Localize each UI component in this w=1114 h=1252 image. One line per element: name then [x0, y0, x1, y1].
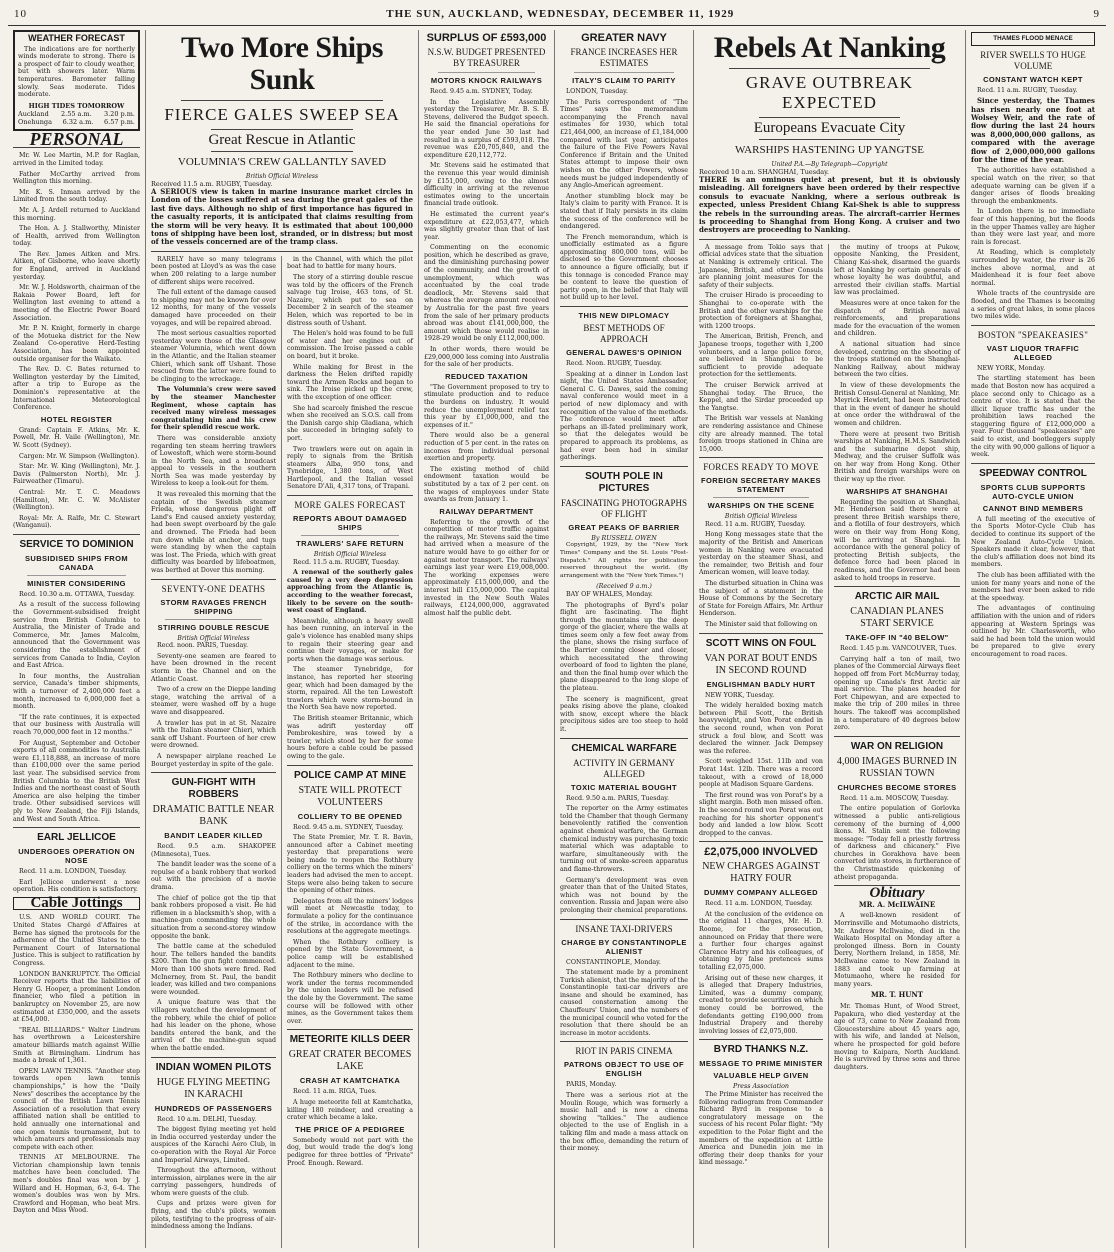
ships-deck2: Great Rescue in Atlantic	[208, 132, 356, 148]
speedway-sub2: CANNOT BIND MEMBERS	[982, 503, 1084, 513]
boston-headline: BOSTON "SPEAKEASIES"	[977, 329, 1089, 340]
obituary-name1: MR. A. McILWAINE	[858, 899, 936, 909]
tides-table	[18, 102, 135, 126]
arctic-dateline: Recd. 1.45 p.m. VANCOUVER, Tues.	[840, 645, 957, 653]
new-diplomacy-sub2: GENERAL DAWES'S OPINION	[566, 348, 682, 358]
seventy-one-sub1: STORM RAVAGES FRENCH SHIPPING	[160, 597, 267, 616]
rebels-deck1: GRAVE OUTBREAK EXPECTED	[745, 73, 914, 112]
jotting-item: TENNIS AT MELBOURNE. The Victorian championship lawn tennis matches have been concluded. The men's doubles final was won by J. Willard and H. Hopman, 6-3, 6-4. The women's doubles was won by Mrs. Crawford and Hopman, who beat Mrs. Dayton and Miss Wood.	[13, 1154, 140, 1215]
tide-row	[18, 110, 135, 118]
thames-dateline: Recd. 11 a.m. RUGBY, Tuesday.	[977, 86, 1078, 94]
column-5	[555, 30, 694, 1248]
south-pole-copyright: Copyright, 1929, by the "New York Times" Company and the St. Louis "Post-Dispatch." All rights for publication reserved throughout the world. (By arrangement with the "New York Times.")	[560, 542, 688, 579]
south-pole-received: (Received 9 a.m.)	[596, 583, 652, 591]
indian-women-sub1: HUGE FLYING MEETING IN KARACHI	[156, 1076, 271, 1100]
scott-dateline: NEW YORK, Tuesday.	[705, 691, 775, 699]
taxi-dateline: CONSTANTINOPLE, Monday.	[566, 958, 661, 966]
police-camp-para: Delegates from all the miners' lodges will meet at Newcastle today, to formulate a policy for the continuance of the strike, in accordance with the resolutions at the aggregate meetings.	[287, 897, 413, 936]
service-dominion-sub2: MINISTER CONSIDERING	[27, 578, 126, 588]
ships-para: RARELY have so many telegrams been posted at Lloyd's as was the case when 200 relating to a large number of different ships were received.	[151, 255, 276, 286]
meteorite-headline: METEORITE KILLS DEER	[289, 1034, 411, 1046]
obituary-title: Obituary	[869, 885, 925, 902]
boston-text: The startling statement has been made that Boston now has acquired a place second only to Chicago as a centre of vice. It is stated that the illicit liquor traffic has under the prohibition laws reached the staggering figure of £12,000,000 a year. Four thousand "speakeasies" are said to exist, and bootleggers supply the city with 90,000 gallons of liquor a week.	[971, 375, 1095, 459]
thames-lead: Since yesterday, the Thames has risen nearly one foot at Wolsey Weir, and the rate of flow during the last 24 hours was 8,000,000,000 gallons, as compared with the average flow of 2,000,000,000 gallons for the time of the year.	[971, 96, 1095, 165]
hatry-sub1: NEW CHARGES AGAINST HATRY FOUR	[702, 861, 820, 885]
pedigree-headline: THE PRICE OF A PEDIGREE	[295, 1124, 405, 1134]
surplus-para: Mr. Stevens said he estimated that the revenue this year would diminish by £151,000, owing to the almost difficulty in arriving at the revenue estimates owing to the uncertain financial trade outlook.	[424, 162, 549, 208]
gunfight-headline: GUN-FIGHT WITH ROBBERS	[171, 777, 256, 801]
south-pole-sub2: GREAT PEAKS OF BARRIER	[568, 522, 680, 532]
greater-navy-headline: GREATER NAVY	[581, 32, 667, 44]
byrd-thanks-sub1: MESSAGE TO PRIME MINISTER	[699, 1059, 823, 1069]
scott-para: The widely heralded boxing match between Phil Scott, the British heavyweight, and Von Porat ended in the second round, when von Porat struck a foul blow, and Scott was declared the winner. Jack Dempsey was the referee.	[699, 702, 823, 755]
gunfight-sub1: DRAMATIC BATTLE NEAR BANK	[152, 804, 275, 828]
rebels-para: The British war vessels at Nanking are rendering assistance and Chinese city are already manned. The total foreign troops stationed in China are 15,000.	[699, 415, 823, 453]
rebels-dateline: Received 10 a.m. SHANGHAI, Tuesday.	[699, 168, 829, 176]
tide-pm: 6.57 p.m.	[104, 117, 135, 126]
personal-item: Mr. K. S. Inman arrived by the Limited from the south today.	[13, 188, 140, 204]
warships-shanghai-headline: WARSHIPS AT SHANGHAI	[846, 486, 948, 496]
hotel-item: Royal: Mr. A. Ralfe, Mr. C. Stewart (Wanganui).	[13, 514, 140, 530]
surplus-para: In the Legislative Assembly yesterday the Treasurer, Mr. B. S. B. Stevens, delivered the Budget speech. He said the financial operations for the year ended June 30 last had resulted in a surplus of £593,018. The revenue was £20,705,840, and the expenditure £20,112,772.	[424, 98, 549, 159]
south-pole-headline: SOUTH POLE IN PICTURES	[585, 470, 663, 494]
speedway-para: The club has been affiliated with the union for many years and none of the members had ever been asked to ride at the speedway.	[971, 572, 1095, 602]
personal-item: Mr. A. J. Ardell returned to Auckland this morning.	[13, 206, 140, 222]
tide-place: Onehunga	[18, 117, 52, 126]
rebels-deck3: WARSHIPS HASTENING UP YANGTSE	[735, 144, 924, 156]
tide-pm: 3.20 p.m.	[103, 109, 135, 118]
byrd-thanks-credit: Press Association	[733, 1083, 789, 1091]
ships-headline-block	[146, 30, 418, 256]
more-gales-para: Meanwhile, although a heavy swell has been running, an interval in the gale's violence has enabled many ships to regain their steering gear and continue their voyages, or make for ports when the damage was serious.	[287, 617, 413, 663]
ships-columns	[146, 256, 418, 1248]
more-gales-sub2: TRAWLERS' SAFE RETURN	[296, 539, 404, 549]
forces-ready-para: The disturbed situation in China was the subject of a statement in the House of Commons by the Secretary of State for Foreign Affairs, Mr. Arthur Henderson.	[699, 580, 823, 618]
tide-row	[18, 118, 135, 126]
columns	[8, 30, 1106, 1248]
personal-item: The Rev. D. C. Bates returned to Wellington yesterday by the Limited, after a trip to Europe as the Dominion's representative at the International Meteorological Conference.	[13, 366, 140, 412]
more-gales-para: The British steamer Britannic, which was adrift yesterday off Pembrokeshire, was towed by a trawler, which stood by her for some hours before a cable could be passed owing to the gale.	[287, 714, 413, 760]
more-gales-headline: MORE GALES FORECAST	[294, 500, 406, 511]
surplus-dateline: Recd. 9.45 a.m. SYDNEY, Today.	[430, 88, 533, 95]
indian-women-headline: INDIAN WOMEN PILOTS	[155, 1061, 272, 1073]
seventy-one-headline: SEVENTY-ONE DEATHS	[161, 583, 266, 594]
seventy-one-sub2: STIRRING DOUBLE RESCUE	[157, 622, 270, 632]
byrd-thanks-text: The Prime Minister has received the following radiogram from Commander Richard Byrd in response to a congratulatory message on the success of his recent Polar flight: "My expedition to the Polar flight and the members of the expedition at Little America and Dunedin join me in offering their deep thanks for your kind message."	[699, 1090, 823, 1167]
taxi-sub: CHARGE BY CONSTANTINOPLE ALIENIST	[561, 937, 687, 956]
seventy-one-para: Two of a crew on the Dieppe landing stage, watching the arrival of a steamer, were washed off by a huge wave and disappeared.	[151, 686, 276, 716]
ships-story-group	[146, 30, 419, 1248]
jellicoe-sub: UNDERGOES OPERATION ON NOSE	[18, 847, 135, 866]
more-gales-para: The steamer Tynebridge, for instance, has reported her steering gear, which had been damaged by the storm, repaired. All the ten Lowestoft trawlers which were storm-bound in the North Sea have now reported.	[287, 666, 413, 712]
new-diplomacy-text: Speaking at a dinner in London last night, the United States Ambassador, General C. G. Dawes, said the coming naval conference would meet in a period of new diplomacy and with recognition of the value of the methods. The conference would meet after perhaps an ill-fated preliminary work, so that the delegates would be prepared to approach its problems, as had ever been had in similar gatherings.	[560, 370, 688, 462]
riot-headline: RIOT IN PARIS CINEMA	[575, 1046, 673, 1057]
surplus-para: He estimated the current year's expenditure at £22,053,477, which was slightly greater than that of last year.	[424, 210, 549, 241]
indian-women-para: Throughout the afternoon, without intermission, airplanes were in the air carrying passengers, hundreds of whom were guests of the club.	[151, 1167, 276, 1197]
thames-headline: THAMES FLOOD MENACE	[971, 32, 1095, 46]
weather-title: WEATHER FORECAST	[28, 33, 125, 43]
ships-para: in the Channel, with which the pilot boat had to battle for many hours.	[287, 255, 413, 271]
rebels-para: The cruiser Berwick arrived at Shanghai today. The Bruce, the Keppel, and the Sirdar proceeded up the Yangtse.	[699, 381, 823, 412]
jotting-item: LONDON BANKRUPTCY. The Official Receiver reports that the liabilities of Henry G. Hooper, a prominent London financier, who filed a petition in bankruptcy on November 25, are now estimated at £350,000, and the assets at £54,000.	[13, 970, 140, 1024]
thames-sub2: CONSTANT WATCH KEPT	[983, 74, 1083, 84]
rebels-headline-block	[694, 30, 965, 244]
personal-item: Mr. P. N. Knight, formerly in charge of the Motueka district for the New Zealand Co-operative Herd-Testing Association, has been appointed outside organiser for the Waikato.	[13, 325, 140, 363]
riot-sub: PATRONS OBJECT TO USE OF ENGLISH	[563, 1060, 685, 1079]
rebels-para: Measures were at once taken for the dispatch of British naval reinforcements, and preparations made for the evacuation of the women and children.	[834, 300, 960, 338]
weather-forecast-box	[13, 30, 140, 131]
hotel-item: Grand: Captain F. Atkins, Mr. K. Powell, Mr. H. Vaile (Wellington), Mr. W. Scott (Sydney).	[13, 426, 140, 449]
seventy-one-para: A newspaper airplane reached Le Bourget yesterday in spite of the gale.	[151, 752, 276, 768]
surplus-subhead: REDUCED TAXATION	[445, 371, 528, 381]
jellicoe-text: Earl Jellicoe underwent a nose operation. His condition is satisfactory.	[13, 878, 140, 894]
ships-headline: Two More Ships Sunk	[181, 31, 383, 96]
police-camp-headline: POLICE CAMP AT MINE	[293, 769, 407, 781]
service-dominion-para: "If the rate continues, it is expected that our business with Australia will reach 70,000,000 feet in 12 months."	[13, 713, 140, 736]
column-4	[419, 30, 555, 1248]
personal-item: Mr. W. Lee Martin, M.P. for Raglan, arrived in the Limited today.	[13, 152, 140, 167]
rebels-lead: THERE is an ominous quiet at present, but it is obviously misleading. All foreigners have been ordered by their respective consuls to evacuate Nanking, where a serious outbreak is expected, unless President Chiang Kai-Shek is able to suppress the rebels in the surrounding areas. The aircraft-carrier Hermes is proceeding to Shanghai from Hong Kong. A cruiser and two destroyers are proceeding to Nanking.	[699, 175, 960, 235]
surplus-para: In other words, there would be £29,000,000 less coming into Australia for the sale of her products.	[424, 346, 549, 369]
gunfight-para: The bandit leader was the scene of a repulse of a bank robbery that worked out with the precision of a movie drama.	[151, 861, 276, 892]
thames-para: The authorities have established a special watch on the river, so that adequate warning can be given if a danger arises of floods breaking through the embankments.	[971, 167, 1095, 205]
page-number-left: 10	[14, 8, 27, 20]
byrd-thanks-headline: BYRD THANKS N.Z.	[713, 1044, 809, 1056]
rebels-para: The cruiser Hirado is proceeding to Shanghai to co-operate with the British and the other warships for the protection of foreigners at Shanghai, with 1200 troops.	[699, 292, 823, 330]
new-diplomacy-sub1: BEST METHODS OF APPROACH	[583, 323, 665, 345]
chemical-headline: CHEMICAL WARFARE	[571, 742, 677, 754]
more-gales-sub1: REPORTS ABOUT DAMAGED SHIPS	[293, 514, 407, 533]
more-gales-dateline: Recd. 11.5 a.m. RUGBY, Tuesday.	[293, 558, 400, 566]
police-camp-para: The Rothbury miners who decline to work under the terms recommended by the union leaders will be refused the dole by the Government. The same course will be followed with other mines, as the Government takes them over.	[287, 972, 413, 1025]
rebels-para: The American, British, French, and Japanese troops, together with 1,200 volunteers, and a large police force, are believed in Shanghai to be sufficient to provide adequate protection for the settlements.	[699, 333, 823, 379]
page-number-right: 9	[1093, 8, 1100, 20]
indian-women-sub2: HUNDREDS OF PASSENGERS	[154, 1103, 273, 1113]
chemical-sub1: ACTIVITY IN GERMANY ALLEGED	[573, 757, 675, 779]
speedway-para: A full meeting of the executive of the Sports Motor-Cycle Club has decided to continue its support of the New Zealand Auto-Cycle Union. Speakers made it clear, however, that the club's affiliation does not bind its members.	[971, 515, 1095, 569]
railway-headline: RAILWAY DEPARTMENT	[439, 506, 534, 516]
greater-navy-sub1: FRANCE INCREASES HER ESTIMATES	[570, 47, 678, 68]
greater-navy-para: Another stumbling block may be Italy's claim to parity with France. It is stated that if Italy persists in its claim the success of the conference will be endangered.	[560, 192, 688, 231]
jellicoe-headline: EARL JELLICOE	[37, 832, 116, 844]
arctic-text: Carrying half a ton of mail, two planes of the Commercial Airways fleet hopped off from Fort McMurray today, opening up Canada's first Arctic air mail service. The planes headed for Fort Chipewyan, and are expected to make the trip of 200 miles in three hours. The takeoff was accomplished in a temperature of 40 degrees below zero.	[834, 655, 960, 732]
surplus-sub1: N.S.W. BUDGET PRESENTED BY TREASURER	[427, 47, 546, 68]
meteorite-sub2: CRASH AT KAMTCHATKA	[299, 1076, 401, 1086]
police-camp-dateline: Recd. 9.45 a.m. SYDNEY, Tuesday.	[293, 823, 404, 831]
chemical-sub2: TOXIC MATERIAL BOUGHT	[571, 782, 677, 792]
ships-deck3: VOLUMNIA'S CREW GALLANTLY SAVED	[177, 156, 387, 168]
jotting-item: "REAL BILLIARDS." Walter Lindrum has overthrown a Leicestershire amateur billiards match against Willie Smith at Birmingham. Lindrum has made a break of 1,361.	[13, 1026, 140, 1065]
seventy-one-para: Seventy-one seamen are feared to have been drowned in the recent storm in the Channel and on the Atlantic Coast.	[151, 652, 276, 683]
service-dominion-headline: SERVICE TO DOMINION	[19, 538, 134, 550]
rebels-para: the mutiny of troops at Pukow, opposite Nanking, the President, Chiang Kai-shek, disarmed the guards left at Nanking by certain generals of whose loyalty he was doubtful, and arrested their civilian staffs. Martial law was proclaimed.	[834, 243, 960, 297]
obituary-text1: A well-known resident of Morrinsville and Motumaoho districts, Mr. Andrew McIlwaine, died in the Waikato Hospital on Monday after a prolonged illness. Born in County Derry, Northern Ireland, in 1858, Mr. McIlwaine came to New Zealand in 1883 and took up farming at Motumaoho, where he resided for many years.	[834, 912, 960, 988]
warships-shanghai-text: Regarding the position at Shanghai, Mr. Henderson said there were at present three British warships there, and a flotilla of four destroyers, which were on their way from Hong Kong, will be arriving at Shanghai. In accordance with the general policy of protecting British subjects, the defence force had been placed in readiness, and the Governor had been asked to hold troops in reserve.	[834, 498, 960, 582]
arctic-sub1: CANADIAN PLANES START SERVICE	[850, 606, 944, 630]
hotel-item: Cargen: Mr. W. Simpson (Wellington).	[19, 452, 140, 460]
tide-am: 6.32 a.m.	[62, 117, 94, 126]
cable-jottings-title: Cable Jottings	[13, 897, 140, 911]
police-camp-para: When the Rothbury colliery is opened by the State Government, a police camp will be established adjacent to the mine.	[287, 938, 413, 969]
forces-ready-sub1: FOREIGN SECRETARY MAKES STATEMENT	[701, 476, 821, 495]
column-3	[282, 256, 418, 1248]
hotel-item: Central: Mr. T. C. Meadows (Hamilton), Mr. C. W. McAlister (Wellington).	[13, 488, 140, 512]
riot-dateline: PARIS, Monday.	[566, 1081, 617, 1089]
tide-place: Auckland	[18, 109, 49, 118]
gunfight-dateline: Recd. 9.5 a.m. SHAKOPEE (Minnesota), Tues.	[151, 843, 276, 858]
personal-item: Father McCarthy arrived from Wellington this morning.	[13, 170, 140, 186]
tide-am: 2.55 a.m.	[61, 109, 92, 118]
greater-navy-sub2: ITALY'S CLAIM TO PARITY	[572, 76, 676, 85]
south-pole-para: The scenery is magnificent, great peaks rising above the plane, cloaked with snow, except where the black precipitous sides are too steep to hold it.	[560, 695, 688, 733]
tides-title: HIGH TIDES TOMORROW	[28, 101, 125, 110]
surplus-para: The existing method of child endowment taxation would be substituted by a tax of 2 per cent. on the wages of employees under State awards as from January 1.	[424, 465, 549, 504]
new-diplomacy-dateline: Recd. Noon. RUGBY, Tuesday.	[566, 360, 662, 368]
service-dominion-para: For August, September and October exports of all commodities to Australia were £1,118,888, an increase of more than £100,000 over the same period last year. The subsidised service from British Columbia to the British West Indies and the northeast coast of South America are also helping the timber trade. Other subsidised services will ply to New Zealand, the Fiji Islands, and West and South Africa.	[13, 739, 140, 823]
gunfight-para: A unique feature was that the villagers watched the development of the robbery, while the chief of police had his leader on the phone, whose bandits entered the bank, and the arrival of the machine-gun squad when the battle ended.	[151, 999, 276, 1052]
obituary-text2: Mr. Thomas Hunt, of Wood Street, Papakura, who died yesterday at the age of 73, came to New Zealand from Gloucestershire about 45 years ago, with his wife, and landed at Nelson, where he prospected for gold before moving to Kaipara, North Auckland. He is survived by three sons and three daughters.	[834, 1002, 960, 1071]
personal-title: PERSONAL	[29, 128, 124, 149]
war-religion-sub2: CHURCHES BECOME STORES	[837, 782, 957, 792]
masthead	[8, 6, 1106, 26]
new-diplomacy-headline: THIS NEW DIPLOMACY	[578, 311, 670, 321]
rebels-credit: United P.A.—By Telegraph—Copyright	[771, 161, 888, 168]
hatry-sub2: DUMMY COMPANY ALLEGED	[704, 888, 818, 898]
scott-sub2: ENGLISHMAN BADLY HURT	[706, 679, 816, 689]
pedigree-text: Somebody would not part with the dog, but would trade the dog's long pedigree for three bottles of "Private" Proof. Enough. Reward.	[287, 1136, 413, 1167]
hatry-headline: £2,075,000 INVOLVED	[704, 846, 818, 859]
seventy-one-wireless: British Official Wireless	[177, 634, 250, 642]
service-dominion-para: As a result of the success following the Government-subsidised freight service from British Columbia to Australia, the Minister of Trade and Commerce, Mr. James Malcolm, announced that the Government was considering the establishment of services from Canada to India, Ceylon and East Africa.	[13, 601, 140, 670]
rebels-headline: Rebels At Nanking	[713, 31, 946, 64]
indian-women-para: The biggest flying meeting yet held in India occurred yesterday under the auspices of the Karachi Aero Club, in co-operation with the Royal Air Force and Imperial Airways, Limited.	[151, 1126, 276, 1164]
scott-para: Scott weighed 15st. 11lb and von Porat 14st. 12lb. There was a record takeout, with a crowd of 18,000 people at Madison Square Gardens.	[699, 758, 823, 789]
war-religion-text: The entire population of Gorlovka witnessed a public anti-religious ceremony of the burning of 4,000 ikons. M. Stalin sent the following message: "Today fell a priestly fortress of darkness and chicanery." Five churches in Gorakhova have been converted into stores, in furtherance of the Christmastide quickening of atheist propaganda.	[834, 805, 960, 881]
south-pole-para: The photographs of Byrd's polar flight are fascinating. The flight through the mountains up the deep gorge of the glacier, where the walls at times seem only a few feet away from the plane, shows the rising surface of the Barrier coming closer and closer, which necessitated the throwing overboard of food to lighten the plane, and then the final hump over which the plane disappeared to the long slope of the plateau.	[560, 601, 688, 693]
column-8	[966, 30, 1100, 1248]
ships-para: Two trawlers were out on again in reply to signals from the British steamers Alba, 950 tons, and Tynebridge, 1,380 tons, of West Hartlepool, and the Italian vessel Senatore D'Ali, 4,317 tons, of Trapani.	[287, 445, 413, 491]
meteorite-text: A huge meteorite fell at Kamtchatka, killing 180 reindeer, and creating a crater which became a lake.	[287, 1098, 413, 1122]
hatry-dateline: Recd. 11 a.m. LONDON, Tuesday.	[705, 900, 813, 908]
forces-ready-para: The Minister said that following on	[705, 621, 818, 628]
gunfight-para: The battle came at the scheduled hour. The tellers handed the bandits $200. Then the gun fight commenced. More than 100 shots were fired. Red McInerney, from St. Paul, the bandit leader, was killed and two companions were wounded.	[151, 943, 276, 996]
rebels-para: In view of these developments the British Consul-General at Nanking, Mr. Meyrick Hewlett, had been instructed that in the event of danger he should at once order the withdrawal of the women and children.	[834, 381, 960, 427]
south-pole-sub1: FASCINATING PHOTOGRAPHS OF FLIGHT	[561, 497, 687, 519]
thames-para: At Reading, which is completely surrounded by water, the river is 26 inches above normal, and at Maidenhead it is four feet above normal.	[971, 249, 1095, 287]
ships-lead: A SERIOUS view is taken in marine insurance market circles in London of the losses suffered at sea during the great gales of the last five days. Although no ship of first importance has figured in the casualty reports, it is anticipated that claims resulting from the storm will be very heavy. It is estimated that about 100,000 tons of shipping have been lost, stranded, or in distress; but most of the vessels concerned are of the tramp class.	[151, 187, 413, 247]
gunfight-para: The chief of police got the tip that bank robbers proposed a visit. He hid riflemen in a blacksmith's shop, with a machine-gun commanding the whole situation from a second-storey window opposite the bank.	[151, 894, 276, 940]
rebels-columns	[694, 244, 965, 1248]
more-gales-wireless: British Official Wireless	[313, 551, 387, 559]
rebels-story-group	[694, 30, 966, 1248]
south-pole-byline: By RUSSELL OWEN	[591, 534, 657, 542]
ships-para: The Helen's hold was found to be full of water and her engines out of commission. The Iroise passed a cable on board, but it broke.	[287, 330, 413, 360]
column-1	[8, 30, 146, 1248]
jotting-item: OPEN LAWN TENNIS. "Another step towards open lawn tennis championships," is how the "Daily News" describes the acceptance by the council of the British Lawn Tennis Association of a resolution that every affiliated nation shall be entitled to hold annually one international and one open tennis tournament, but to which amateurs and professionals may compete with each other.	[13, 1067, 140, 1151]
column-2	[146, 256, 282, 1248]
ships-para: The full extent of the damage caused to shipping may not be known for over 12 months, for many of the vessels damaged have proceeded on their voyages, and will be repaired abroad.	[151, 289, 276, 327]
thames-para: Whole tracts of the countryside are flooded, and the Thames is becoming a series of great lakes, in some places two miles wide.	[971, 290, 1095, 321]
surplus-para: "The Government proposed to try to stimulate production and to reduce the burdens on industry. It would reduce the unemployment relief tax this year by £1,000,000, and the expenses of it."	[424, 383, 549, 429]
speedway-headline: SPEEDWAY CONTROL	[979, 467, 1087, 479]
scott-sub1: VAN PORAT BOUT ENDS IN SECOND ROUND	[704, 652, 818, 676]
jotting-item: U.S. AND WORLD COURT. The United States Chargé d'Affaires at Berne has signed the protocols for the adherence of the United States to the Permanent Court of International Justice. This is subject to ratification by Congress.	[13, 914, 140, 968]
service-dominion-para: In four months, the Australian service, Canada's timber shipments, with a turnover of 2,400,000 feet a month, increased to 6,000,000 feet a month.	[13, 672, 140, 711]
more-gales-para: A renewal of the southerly gales caused by a very deep depression approaching from the Atlantic is, according to the weather forecast, likely to be severe on the south-west coast of England.	[287, 569, 413, 615]
ships-para: While making for Brest in the darkness the Helen drifted rapidly toward the Armen Rocks and began to sink. The Iroise picked up the crew, with the exception of one officer.	[287, 363, 413, 401]
meteorite-sub1: GREAT CRATER BECOMES LAKE	[288, 1049, 412, 1073]
scott-headline: SCOTT WINS ON FOUL	[705, 637, 817, 649]
ships-para: There was considerable anxiety regarding ten steam herring trawlers of Lowestoft, which were storm-bound in the North Sea, and a broadcast appeal to vessels in the southern North Sea was made yesterday by Wireless to keep a look-out for them.	[151, 434, 276, 488]
chemical-para: The reporter on the Army estimates told the Chamber that though Germany benevolently ratified the convention against chemical warfare, the German chemical industry was purchasing toxic material which was adaptable to warfare, simultaneously with the turning out of smoke-screen apparatus and flame-throwers.	[560, 805, 688, 873]
surplus-para: Commenting on the economic position, which he described as grave, and the diminishing purchasing power of the community, and the growth of unemployment, which was accentuated by the coal trade deadlock, Mr. Stevens said that whereas the average amount received by Australia for the past five years from the sale of her primary products abroad was about £141,000,000, the amount which those would realise in 1928-29 would be only £112,000,000.	[424, 244, 549, 343]
seventy-one-dateline: Recd. noon. PARIS, Tuesday.	[157, 642, 248, 650]
gunfight-sub2: BANDIT LEADER KILLED	[164, 831, 263, 841]
ships-para: She had scarcely finished the rescue when she received an S.O.S. call from the Danish cargo ship Gladiana, which she succeeded in bringing safely to port.	[287, 404, 413, 442]
boston-sub: VAST LIQUOR TRAFFIC ALLEGED	[986, 343, 1080, 362]
rebels-para: A national situation had since developed, centring on the shooting of the troops stationed on the Shanghai-Nanking Railway, about midway between the two cities.	[834, 340, 960, 379]
ships-para: The Volumnia's crew were saved by the steamer Manchester Regiment, whose captain has received many wireless messages congratulating him and his crew for their splendid rescue work.	[151, 386, 276, 432]
boston-dateline: NEW YORK, Monday.	[977, 364, 1046, 372]
taxi-text: The statement made by a prominent Turkish alienist, that the majority of the Constantinople taxi-car drivers are insane and should be examined, has caused consternation among the Chauffeurs' Union, and the numbers of the municipal council who voted for the resolution that there should be an increase in motor accidents.	[560, 969, 688, 1037]
surplus-para: There would also be a general reduction of 5 per cent. in the rates on incomes from individual personal exertion and property.	[424, 432, 549, 463]
indian-women-dateline: Recd. 10 a.m. DELHI, Tuesday.	[157, 1115, 257, 1123]
jellicoe-dateline: Recd. 11 a.m. LONDON, Tuesday.	[19, 868, 127, 876]
thames-sub1: RIVER SWELLS TO HUGE VOLUME	[980, 49, 1086, 71]
railway-text: Referring to the growth of the competition of motor traffic against the railways, Mr. Stevens said the time had arrived when a measure of the nature would have to go either for or against motor transport. The railways' earnings last year were £19,008,000. The working expenses were approximately £15,000,000, and the interest bill £15,000,000. The capital invested in the New South Wales railways, £124,000,000, aggravated almost half the public debt.	[424, 518, 549, 617]
ships-para: The story of a stirring double rescue was told by the officers of the French salvage tug Iroise, 463 tons, of St. Nazaire, which put to sea on December 2 in search of the steamer Helen, which was reported to be in distress south of Ushant.	[287, 274, 413, 327]
byrd-thanks-sub2: VALUABLE HELP GIVEN	[713, 1071, 809, 1081]
war-religion-dateline: Recd. 11 a.m. MOSCOW, Tuesday.	[840, 794, 949, 802]
obituary-name2: MR. T. HUNT	[871, 990, 923, 1000]
ships-dateline: Received 11.5 a.m. RUGBY, Tuesday.	[151, 180, 273, 188]
ships-para: It was revealed this morning that the captain of the Swedish steamer Frieda, whose dangerous plight off Land's End caused anxiety yesterday, had been swept overboard by the gale and drowned. The Frieda had been run down while at anchor, and tugs were standing by when the captain was lost. The Frieda, which with great difficulty was boarded by lifeboatmen, was berthed at Dover this morning.	[151, 491, 276, 574]
speedway-para: The advantages of continuing affiliation with the union and of riders appearing at Western Springs was outlined by Mr. Charlesworth, who said he had been told the union would be prepared to give every encouragement to road races.	[971, 605, 1095, 658]
forces-ready-headline: FORCES READY TO MOVE	[703, 462, 819, 473]
service-dominion-dateline: Recd. 10.30 a.m. OTTAWA, Tuesday.	[19, 590, 135, 598]
riot-text: There was a serious riot at the Moulin Rouge, which was formerly a music hall and is now a cinema showing "talkies." The audience objected to the use of English in a talking film and made a mass attack on the box office, demanding the return of their money.	[560, 1092, 688, 1153]
personal-item: Mr. W. J. Holdsworth, chairman of the Rakaia Power Board, left for Wellington last evening to attend a meeting of the Electric Power Board Association.	[13, 284, 140, 322]
meteorite-dateline: Recd. 11 a.m. RIGA, Tues.	[293, 1088, 377, 1096]
column-6	[694, 244, 829, 1248]
ships-para: The most serious casualties reported yesterday were those of the Glasgow steamer Volumnia, which went down in the Atlantic, and the Italian steamer Chieri, which sank off Ushant. Those rescued from the latter were found to be clinging to the wreckage.	[151, 330, 276, 383]
indian-women-para: Cups and prizes were given for flying, and the club's pilots, women pilots, testifying to the progress of air-mindedness among the Indians.	[151, 1200, 276, 1231]
war-religion-headline: WAR ON RELIGION	[850, 740, 944, 752]
chemical-dateline: Recd. 9.50 a.m. PARIS, Tuesday.	[566, 794, 670, 802]
personal-item: The Hon. A. J. Stallworthy, Minister of Health, arrived from Wellington today.	[13, 225, 140, 248]
surplus-headline: SURPLUS OF £593,000	[426, 32, 547, 44]
arctic-sub2: TAKE-OFF IN "40 BELOW"	[845, 633, 949, 643]
weather-text: The indications are for northerly winds moderate to strong. There is a prospect of fair to cloudy weather, but with showers later. Warm temperatures. Barometer falling slowly. Seas moderate. Tides moderate.	[18, 45, 135, 99]
greater-navy-para: The French memorandum, which is unofficially estimated as a figure approximating 800,000 tons, will be disclosed so the Government chooses to announce a figure officially, but if this tonnage is conceded France may be content to leave the question of parity open, in the belief that Italy will not build up to her level.	[560, 233, 688, 302]
forces-ready-para: Hong Kong messages state that the majority of the British and American women in Nanking were evacuated yesterday on the steamer Shasi, and the remainder, two British and four American women, will leave today.	[699, 531, 823, 577]
arctic-headline: ARCTIC AIR MAIL	[854, 591, 940, 603]
ships-deck1: FIERCE GALES SWEEP SEA	[164, 105, 400, 124]
surplus-sub2: MOTORS KNOCK RAILWAYS	[430, 76, 543, 85]
forces-ready-wireless: British Official Wireless	[724, 513, 798, 521]
south-pole-place: BAY OF WHALES, Monday.	[566, 590, 653, 598]
greater-navy-para: The Paris correspondent of "The Times" says the memorandum accompanying the French naval estimates for 1930, which total £21,464,000, an increase of £1,184,000 compared with last year, anticipates the failure of the Five Powers Naval Conference if Britain and the United States attempt to impose their own wishes on the other Powers, whose needs must be judged independently of any Anglo-American agreement.	[560, 98, 688, 190]
service-dominion-sub1: SUBSIDISED SHIPS FROM CANADA	[25, 553, 128, 572]
speedway-sub1: SPORTS CLUB SUPPORTS AUTO-CYCLE UNION	[980, 482, 1086, 501]
forces-ready-dateline: Recd. 11 a.m. RUGBY, Tuesday.	[705, 520, 806, 528]
hatry-para: Arising out of these new charges, it is alleged that Drapery Industries, Limited, was a dummy company, created to provide securities on which money could be borrowed, the defendants getting £190,000 from Industrial Drapery and thereby involving losses of £2,075,000.	[699, 974, 823, 1035]
ships-wireless: British Official Wireless	[245, 173, 319, 180]
police-camp-sub1: STATE WILL PROTECT VOLUNTEERS	[298, 784, 402, 808]
forces-ready-sub2: WARSHIPS ON THE SCENE	[707, 501, 815, 511]
seventy-one-para: A trawler has put in at St. Nazaire with the Italian steamer Chieri, which sank off Ushant. Fourteen of her crew were drowned.	[151, 719, 276, 750]
war-religion-sub1: 4,000 IMAGES BURNED IN RUSSIAN TOWN	[837, 755, 957, 779]
chemical-para: Germany's development was even greater than that of the United States, which was not bound by the convention. Russia and Japan were also prolonging their chemical preparations.	[560, 876, 688, 914]
scott-para: The first round was von Porat's by a slight margin. Both men missed often. In the second round von Porat was out reaching for his shorter opponent's body and landed a low blow. Scott dropped to the canvas.	[699, 791, 823, 837]
police-camp-sub2: COLLIERY TO BE OPENED	[297, 811, 403, 821]
police-camp-para: The State Premier, Mr. T. R. Bavin, announced after a Cabinet meeting yesterday that preparations were being made to reopen the Rothbury colliery on the terms which the miners' leaders had advised the men to accept. Steps were also being taken to secure the opening of other mines.	[287, 834, 413, 895]
personal-item: The Rev. James Aitken and Mrs. Aitken, of Gisborne, who leave shortly for England, arrived in Auckland yesterday.	[13, 250, 140, 281]
taxi-headline: INSANE TAXI-DRIVERS	[575, 923, 673, 934]
hotel-item: Star: Mr. W. King (Wellington), Mr. J. Davis (Palmerston North), Mr. J. Fairweather (Timaru).	[13, 463, 140, 486]
rebels-deck2: Europeans Evacuate City	[753, 120, 906, 136]
thames-para: In London there is no immediate fear of this happening, but the floods in the upper Thames valley are higher than they were last year, and more rain is forecast.	[971, 208, 1095, 246]
rebels-para: A message from Tokio says that official advices state that the situation at Nanking is extremely critical. The Japanese, British, and other Consuls are planning joint measures for the safety of their subjects.	[699, 243, 823, 289]
hotel-register-title: HOTEL REGISTER	[40, 414, 113, 424]
greater-navy-dateline: LONDON, Tuesday.	[566, 88, 628, 95]
rebels-para: There were at present two British warships at Nanking, H.M.S. Sandwich and the submarine depot ship, Medway, and the cruiser Suffolk was on her way from Hong Kong. Other British and foreign warships were on their way up the river.	[834, 430, 960, 484]
hatry-para: At the conclusion of the evidence on the original 11 charges, Mr. H. D. Roome, for the prosecution, announced on Friday that there were a further four charges against Clarence Hatry and his colleagues, of obtaining by false pretences sums totalling £2,075,000.	[699, 910, 823, 972]
masthead-title: THE SUN, AUCKLAND, WEDNESDAY, DECEMBER 11, 1929	[386, 8, 735, 20]
column-7	[829, 244, 965, 1248]
